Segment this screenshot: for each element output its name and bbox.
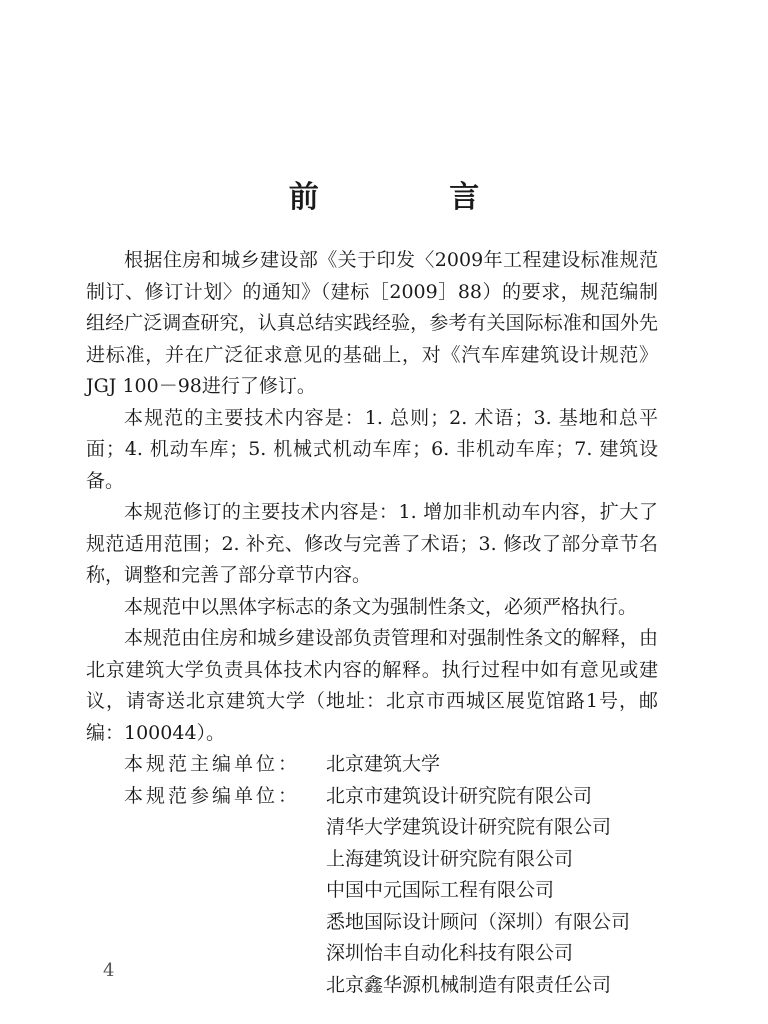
participating-unit: 中国中元国际工程有限公司 (326, 879, 555, 901)
paragraph-3: 本规范修订的主要技术内容是：1. 增加非机动车内容，扩大了规范适用范围；2. 补充、修改与完善了术语；3. 修改了部分章节名称，调整和完善了部分章节内容。 (86, 501, 658, 586)
paragraph-5: 本规范由住房和城乡建设部负责管理和对强制性条文的解释，由北京建筑大学负责具体技术内容的解释。执行过程中如有意见或建议，请寄送北京建筑大学（地址：北京市西城区展览馆路1号，邮编：100044）。 (86, 627, 658, 744)
paragraph-4: 本规范中以黑体字标志的条文为强制性条文，必须严格执行。 (124, 595, 638, 618)
participating-editor-row (86, 781, 658, 1002)
participating-unit: 北京市建筑设计研究院有限公司 (326, 784, 593, 807)
paragraph-2: 本规范的主要技术内容是：1. 总则；2. 术语；3. 基地和总平面；4. 机动车库；5. 机械式机动车库；6. 非机动车库；7. 建筑设备。 (86, 406, 658, 492)
paragraph-1: 根据住房和城乡建设部《关于印发〈2009年工程建设标准规范制订、修订计划〉的通知》（建标［2009］88）的要求，规范编制组经广泛调查研究，认真总结实践经验，参考有关国际标准和国外先进标准，并在广泛征求意见的基础上，对《汽车库建筑设计规范》JGJ 100－98进行了修订。 (86, 249, 658, 397)
participating-unit: 深圳怡丰自动化科技有限公司 (326, 942, 574, 964)
participating-unit: 上海建筑设计研究院有限公司 (326, 847, 574, 870)
participating-editor-list (326, 781, 658, 1002)
participating-unit: 清华大学建筑设计研究院有限公司 (326, 816, 612, 838)
participating-unit: 北京鑫华源机械制造有限责任公司 (326, 973, 612, 996)
preface-body (86, 245, 658, 1001)
participating-editor-label: 本规范参编单位： (124, 784, 301, 807)
participating-unit: 悉地国际设计顾问（深圳）有限公司 (326, 910, 631, 933)
page-number: 4 (103, 960, 115, 981)
editing-units (86, 749, 658, 1001)
chief-editor-label: 本规范主编单位： (124, 753, 301, 775)
chief-editor-list (326, 749, 658, 781)
page-title: 前 言 (288, 180, 540, 215)
chief-editor-unit: 北京建筑大学 (326, 753, 441, 775)
chief-editor-row (86, 749, 658, 781)
